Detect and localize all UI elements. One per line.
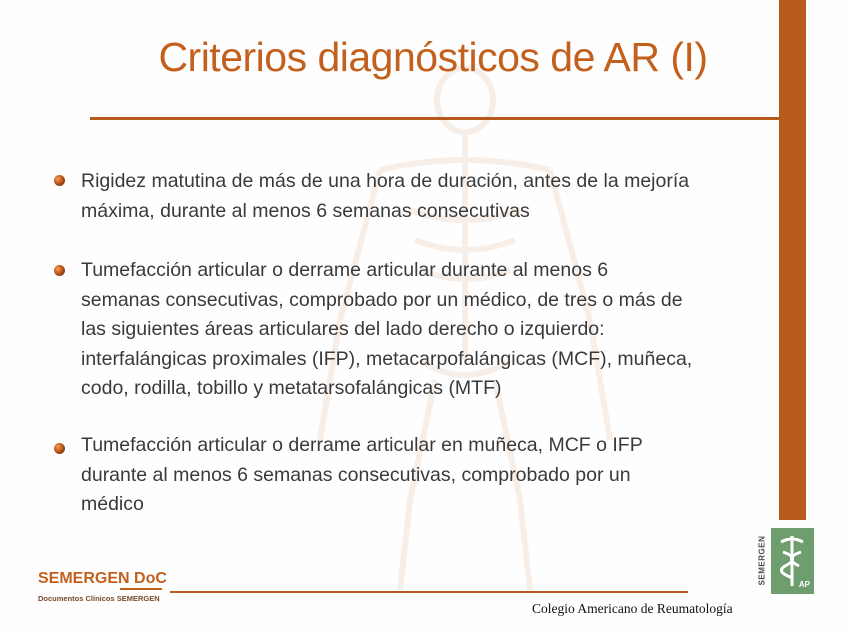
title-divider [90,117,806,120]
bullet-text: Rigidez matutina de más de una hora de duración, antes de la mejoría máxima, durante al menos 6 semanas consecutivas [81,170,690,222]
logo-vertical-label [757,528,771,594]
bullet-text: Tumefacción articular o derrame articular durante al menos 6 semanas consecutivas, comprobado por un médico, de tres o más de las siguientes áreas articulares del lado derecho o izquierdo: interfalángicas proximales (IFP), metacarpofalángicas (MCF), muñeca, codo, rodilla, tobillo y metatarsofalángicas (MTF) [81,259,693,399]
bullet-dot-icon [54,175,65,186]
bullet-dot-icon [54,443,65,454]
source-citation: Colegio Americano de Reumatología [532,601,733,616]
logo-vertical-text: SEMERGEN [757,535,767,586]
logo-badge [771,528,814,594]
semergen-ap-logo [757,528,814,594]
brand-subtitle: Documentos Clínicos SEMERGEN [38,594,160,603]
right-accent-bar [779,0,806,520]
logo-ap-text: AP [798,580,810,589]
bullet-dot-icon [54,265,65,276]
footer-divider [170,591,688,593]
slide-title: Criterios diagnósticos de AR (I) [158,34,708,80]
brand-logo-text: SEMERGEN DoC [38,570,167,587]
bullet-text: Tumefacción articular o derrame articular en muñeca, MCF o IFP durante al menos 6 semanas consecutivas, comprobado por un médico [81,434,643,515]
brand-underline [120,588,162,590]
